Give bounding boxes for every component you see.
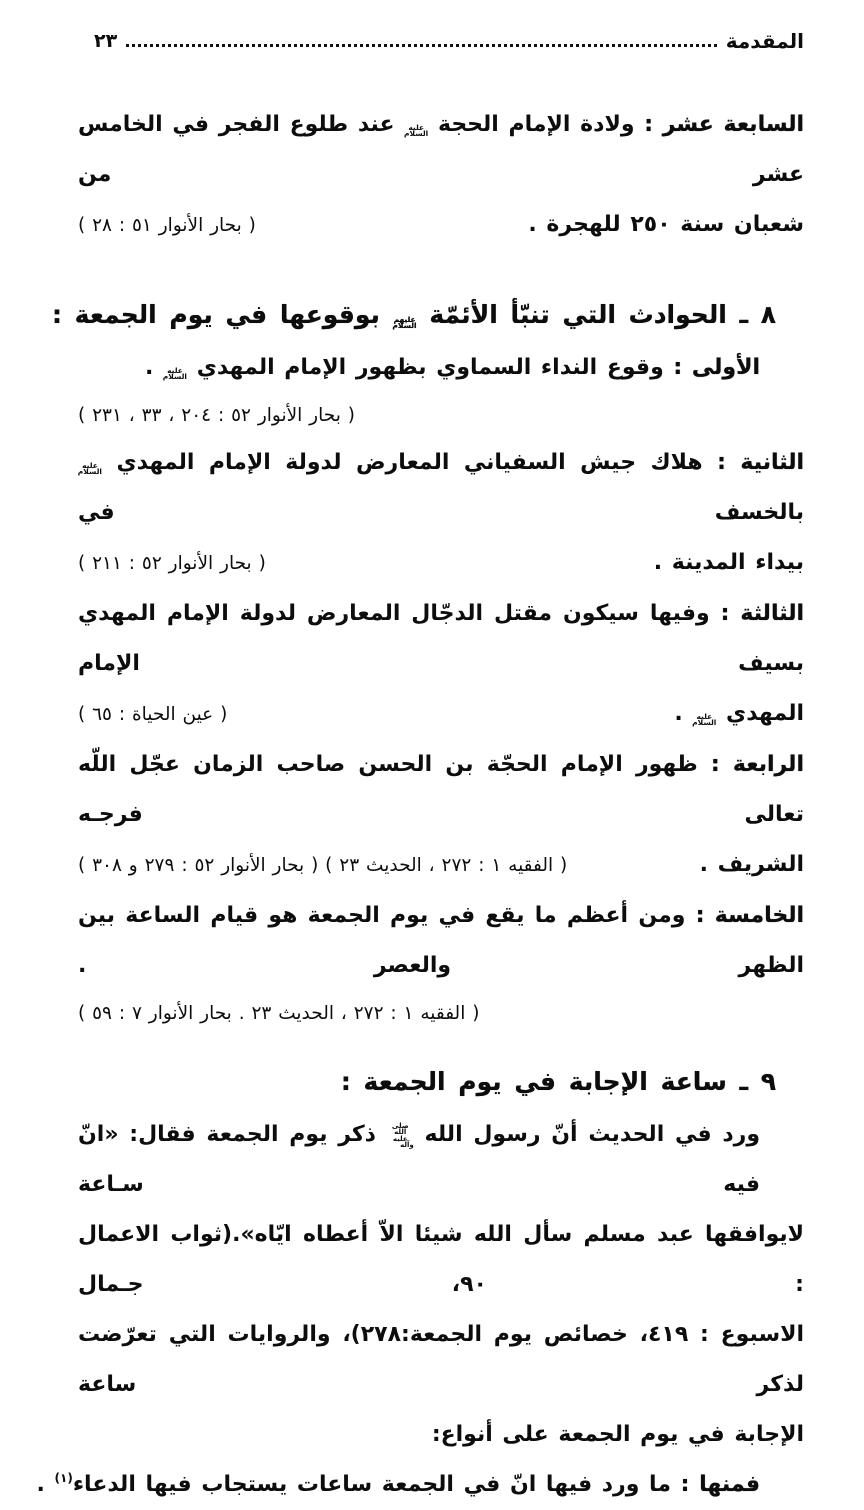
citation: ( بحار الأنوار ٥٢ : ٢١١ ) — [78, 553, 266, 574]
text-line — [78, 200, 804, 251]
alayhi-salam-seal-icon: عليه السلام — [77, 460, 102, 476]
citation: ( بحار الأنوار ٥١ : ٢٨ ) — [78, 215, 256, 236]
heading-text: ٨ ـ الحوادث التي تنبّأ الأئمّة — [429, 300, 776, 329]
event-third — [78, 589, 804, 740]
citation-line: ( بحار الأنوار ٥٢ : ٢٠٤ ، ٣٣ ، ٢٣١ ) — [78, 405, 355, 426]
footnote-marker: (١) — [54, 1471, 73, 1485]
body-text: بيداء المدينة . — [653, 550, 804, 575]
body-text: الشريف . — [699, 852, 804, 877]
event-second — [78, 438, 804, 589]
body-text: ورد في الحديث أنّ رسول الله — [424, 1122, 760, 1147]
body-text: بالخسف في — [78, 500, 804, 525]
text-line — [78, 438, 804, 538]
body-text: ومن أعظم ما يقع في يوم الجمعة هو قيام الساعة بين الظهر والعصر . — [78, 903, 804, 978]
text-line: الإجابة في يوم الجمعة على أنواع: — [431, 1422, 804, 1447]
text-line: لايوافقها عبد مسلم سأل الله شيئا الاّ أعطاه ايّاه».(ثواب الاعمال : ٩٠، جـمال — [78, 1222, 804, 1297]
event-fourth — [78, 740, 804, 891]
lead-word: الثانية : — [717, 450, 805, 475]
body-text: وفيها سيكون مقتل الدجّال المعارض لدولة الإمام المهدي بسيف الإمام — [78, 601, 804, 676]
dotted-leader — [126, 43, 717, 47]
text-line — [78, 538, 804, 589]
line-right-part — [674, 689, 804, 739]
section-8-heading — [51, 287, 804, 343]
text-line — [78, 840, 804, 891]
body-text: ولادة الإمام الحجة — [437, 112, 635, 137]
body-text: ذكر يوم الجمعة فقال: «انّ فيه سـاعة — [78, 1122, 760, 1197]
text-line: الاسبوع : ٤١٩، خصائص يوم الجمعة:٢٧٨)، والروايات التي تعرّضت لذكر ساعة — [78, 1322, 804, 1397]
salla-allahu-alayhi-seal-icon: صلى الله عليه وآله — [391, 1121, 414, 1149]
body-text: وقوع النداء السماوي بظهور الإمام المهدي — [196, 355, 664, 380]
running-header — [78, 26, 804, 56]
text-line — [78, 689, 804, 740]
text-line — [78, 589, 804, 689]
body-text: عند طلوع الفجر في الخامس عشر من — [78, 112, 804, 187]
alayhi-salam-seal-icon: عليه السلام — [404, 122, 429, 138]
text-line — [78, 891, 804, 991]
text-line — [78, 100, 804, 200]
body-text: . — [36, 1472, 45, 1497]
alayhim-salam-seal-icon: عليهم السلام — [392, 314, 417, 330]
lead-word: الأولى : — [673, 355, 760, 380]
chapter-title: المقدمة — [725, 29, 804, 53]
page-number: ٢٣ — [94, 30, 118, 52]
section-9-heading: ٩ ـ ساعة الإجابة في يوم الجمعة : — [340, 1067, 776, 1096]
body-text: شعبان سنة ٢٥٠ للهجرة . — [528, 212, 804, 237]
section-9-paragraph — [36, 1110, 804, 1510]
body-text: . — [144, 355, 154, 380]
body-text: المهدي — [726, 701, 804, 726]
event-fifth — [78, 891, 804, 1036]
lead-word: فمنها : — [680, 1472, 760, 1497]
citation-line: ( الفقيه ١ : ٢٧٢ ، الحديث ٢٣ . بحار الأنوار ٧ : ٥٩ ) — [78, 1003, 480, 1024]
body-text: هلاك جيش السفياني المعارض لدولة الإمام المهدي — [116, 450, 703, 475]
text-line — [78, 740, 804, 840]
text-line — [78, 1110, 804, 1210]
event-first — [78, 343, 804, 438]
body-text: . — [674, 701, 683, 726]
text-line — [36, 1460, 804, 1510]
alayhi-salam-seal-icon: عليه السلام — [162, 365, 188, 381]
citation: ( الفقيه ١ : ٢٧٢ ، الحديث ٢٣ ) ( بحار الأنوار ٥٢ : ٢٧٩ و ٣٠٨ ) — [78, 855, 568, 876]
lead-word: السابعة عشر : — [644, 112, 805, 137]
text-line — [78, 343, 804, 393]
lead-word: الثالثة : — [720, 601, 804, 626]
body-text: ظهور الإمام الحجّة بن الحسن صاحب الزمان عجّل اللّه تعالى فرجـه — [78, 752, 804, 827]
lead-word: الرابعة : — [710, 752, 804, 777]
body-text: ما ورد فيها انّ في الجمعة ساعات يستجاب فيها الدعاء — [72, 1472, 671, 1497]
lead-word: الخامسة : — [695, 903, 804, 928]
alayhi-salam-seal-icon: عليه السلام — [692, 711, 717, 727]
paragraph-seventeenth — [78, 100, 804, 251]
heading-text: بوقوعها في يوم الجمعة : — [51, 300, 380, 329]
citation: ( عين الحياة : ٦٥ ) — [78, 704, 228, 725]
